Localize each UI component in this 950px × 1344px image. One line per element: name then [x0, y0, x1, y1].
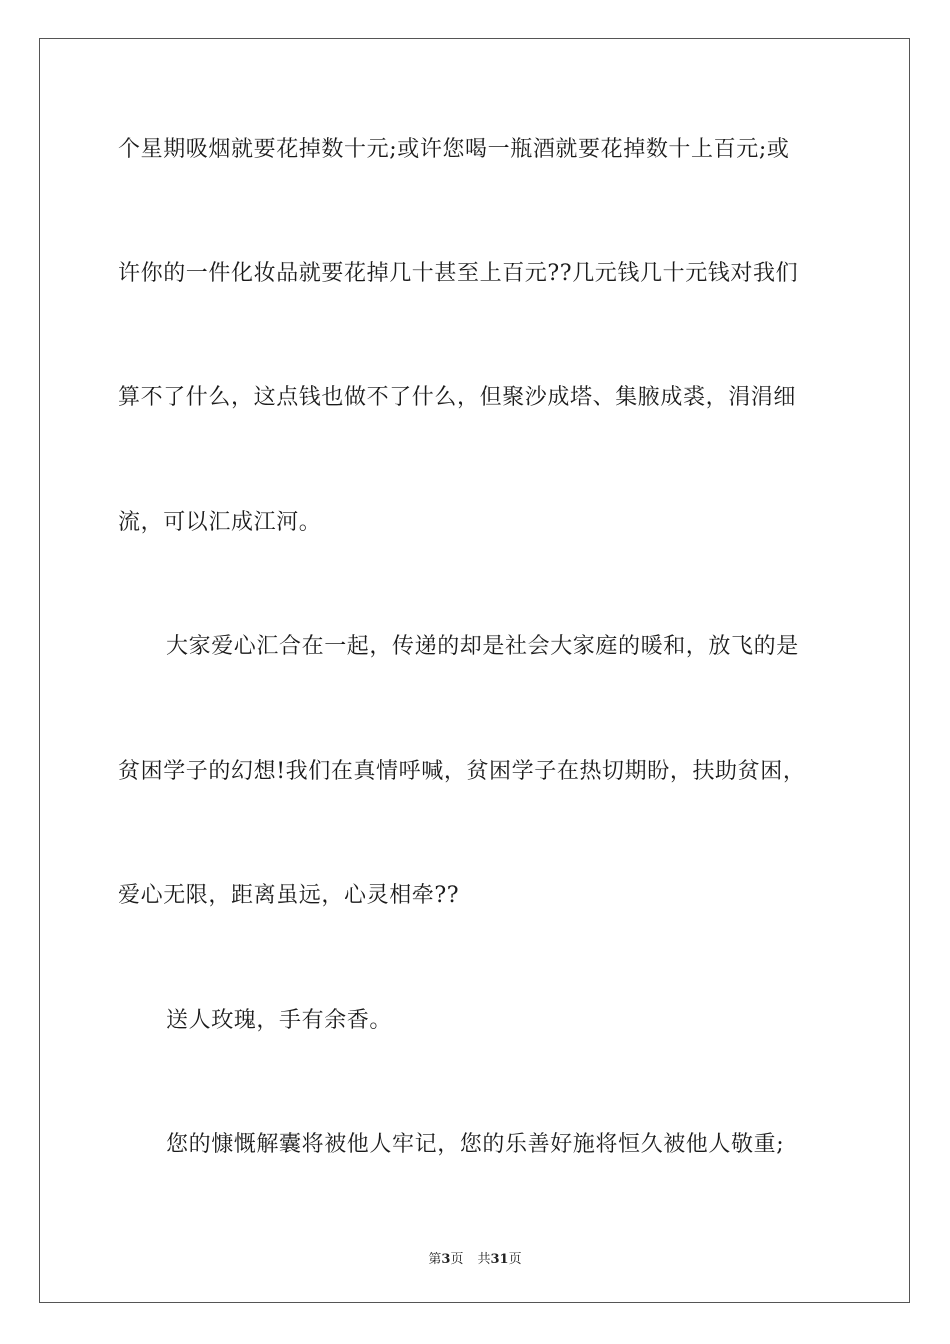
page-prefix: 第 [428, 1252, 442, 1267]
text-line-5: 大家爱心汇合在一起，传递的却是社会大家庭的暖和，放飞的是 [166, 634, 799, 659]
text-line-9: 您的慷慨解囊将被他人牢记，您的乐善好施将恒久被他人敬重; [166, 1132, 785, 1157]
page-footer [0, 1248, 950, 1267]
text-line-3: 算不了什么，这点钱也做不了什么，但聚沙成塔、集腋成裘，涓涓细 [118, 385, 797, 410]
page-suffix: 页 [450, 1252, 464, 1267]
total-prefix: 共 [477, 1252, 491, 1267]
text-line-4: 流，可以汇成江河。 [118, 510, 322, 535]
text-line-7: 爱心无限，距离虽远，心灵相牵?? [118, 883, 460, 908]
total-suffix: 页 [508, 1252, 522, 1267]
page-border [39, 38, 910, 1303]
text-line-1: 个星期吸烟就要花掉数十元;或许您喝一瓶酒就要花掉数十上百元;或 [118, 137, 790, 162]
text-line-6: 贫困学子的幻想!我们在真情呼喊，贫困学子在热切期盼，扶助贫困， [118, 759, 806, 784]
text-line-8: 送人玫瑰，手有余香。 [166, 1008, 393, 1033]
text-line-2: 许你的一件化妆品就要花掉几十甚至上百元??几元钱几十元钱对我们 [118, 261, 799, 286]
total-page-number: 31 [490, 1252, 509, 1267]
current-page-number: 3 [441, 1252, 451, 1267]
